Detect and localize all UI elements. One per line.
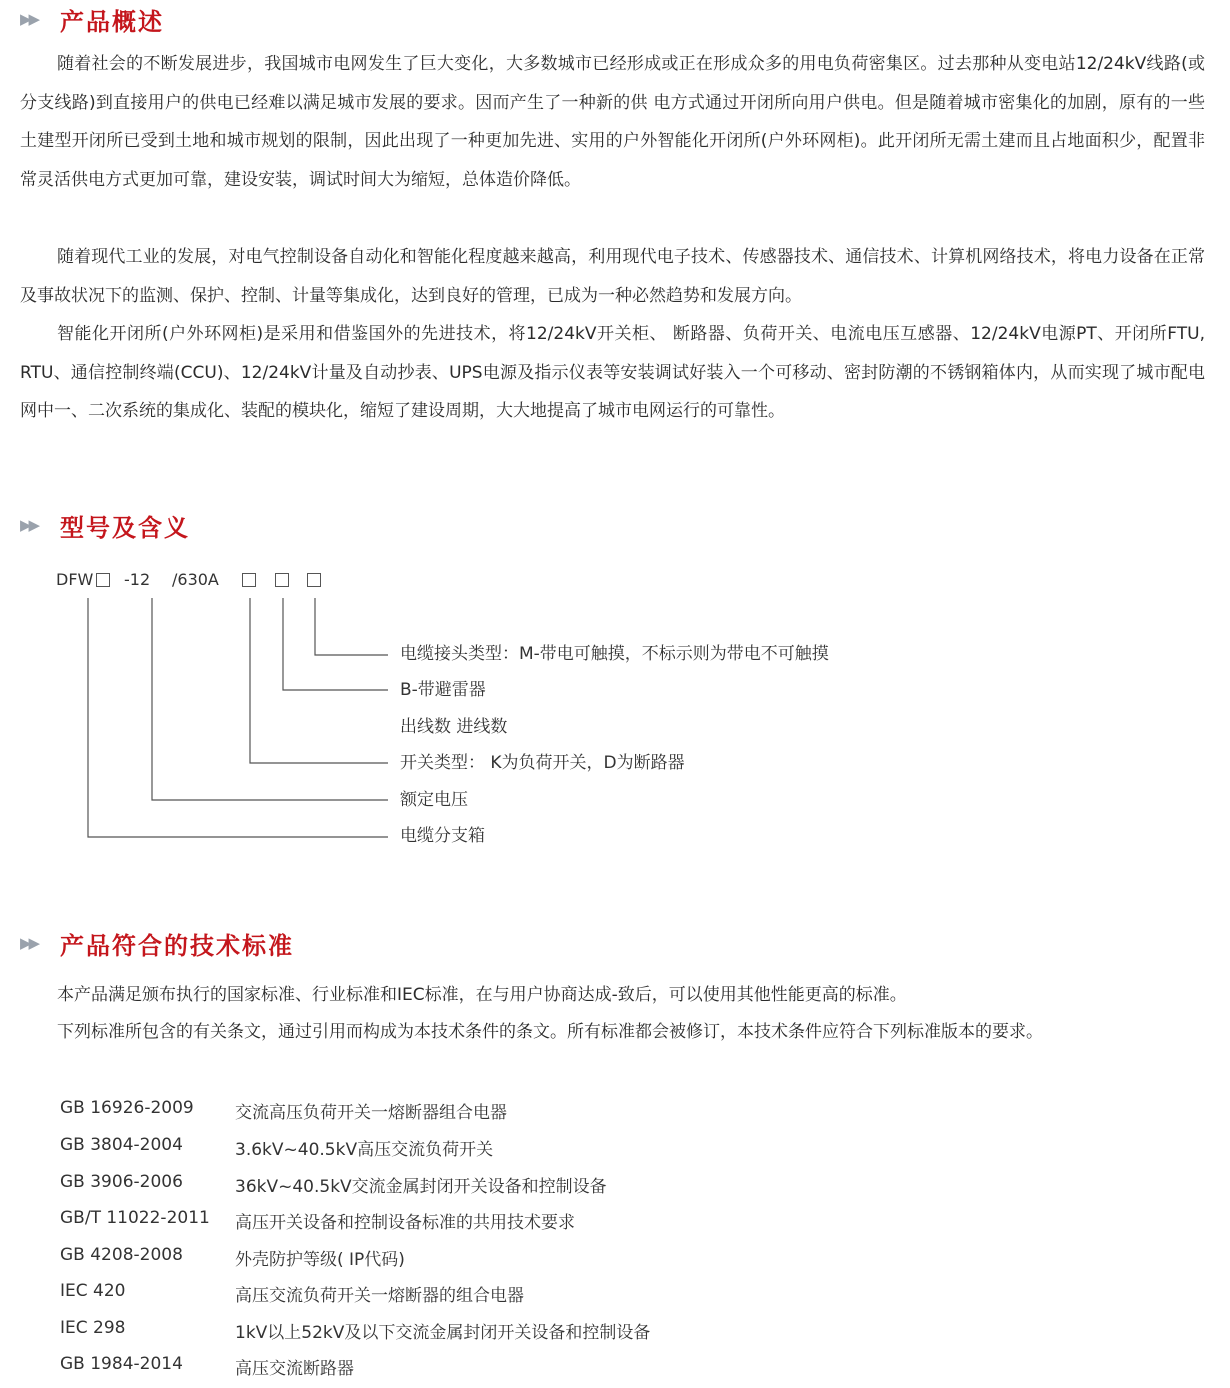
legend-line-count: 出线数 进线数: [400, 717, 508, 737]
model-code-current: /630A: [172, 570, 219, 589]
section-title: 型号及含义: [60, 513, 190, 542]
connector-line-switch-type: [250, 598, 388, 763]
legend-cable-branch: 电缆分支箱: [400, 826, 485, 846]
standard-code: IEC 298: [60, 1318, 126, 1338]
double-arrow-icon: ▶▶: [20, 934, 38, 952]
section-title: 产品概述: [60, 7, 164, 36]
legend-rated-voltage: 额定电压: [400, 790, 468, 810]
standard-code: GB/T 11022-2011: [60, 1208, 210, 1228]
legend-switch-type: 开关类型： K为负荷开关，D为断路器: [400, 753, 685, 773]
standard-name: 3.6kV~40.5kV高压交流负荷开关: [235, 1140, 494, 1160]
legend-cable-connector: 电缆接头类型：M-带电可触摸，不标示则为带电不可触摸: [400, 644, 829, 664]
standard-name: 交流高压负荷开关一熔断器组合电器: [235, 1103, 507, 1123]
legend-arrester: B-带避雷器: [400, 680, 486, 700]
section-heading-standards: [20, 925, 294, 961]
standard-code: GB 16926-2009: [60, 1098, 194, 1118]
section-title: 产品符合的技术标准: [60, 931, 294, 960]
standard-code: GB 3804-2004: [60, 1135, 183, 1155]
double-arrow-icon: ▶▶: [20, 516, 38, 534]
model-code-prefix: DFW: [56, 570, 94, 589]
standard-code: IEC 420: [60, 1281, 126, 1301]
connector-line-arrester: [283, 598, 388, 690]
double-arrow-icon: ▶▶: [20, 10, 38, 28]
standard-name: 高压开关设备和控制设备标准的共用技术要求: [235, 1213, 575, 1233]
standards-paragraph-1: 本产品满足颁布执行的国家标准、行业标准和IEC标准，在与用户协商达成-致后，可以使用其他性能更高的标准。: [57, 985, 907, 1005]
standard-name: 1kV以上52kV及以下交流金属封闭开关设备和控制设备: [235, 1323, 651, 1343]
overview-paragraph-1: 随着社会的不断发展进步，我国城市电网发生了巨大变化，大多数城市已经形成或正在形成众多的用电负荷密集区。过去那种从变电站12/24kV线路(或分支线路)到直接用户的供电已经难以满足城市发展的要求。因而产生了一种新的供 电方式通过开闭所向用户供电。但是随着城市密集化的加剧，原有的一些土建型开闭所已受到土地和城市规划的限制，因此出现了一种更加先进、实用的户外智能化开闭所(户外环网柜)。此开闭所无需土建而且占地面积少，配置非常灵活供电方式更加可靠，建设安装，调试时间大为缩短，总体造价降低。: [20, 54, 1205, 190]
connector-line-cable-connector: [315, 598, 388, 655]
model-code-voltage: -12: [124, 570, 151, 589]
standards-paragraph-2: 下列标准所包含的有关条文，通过引用而构成为本技术条件的条文。所有标准都会被修订，本技术条件应符合下列标准版本的要求。: [57, 1022, 1043, 1042]
standard-code: GB 3906-2006: [60, 1172, 183, 1192]
standard-name: 高压交流负荷开关一熔断器的组合电器: [235, 1286, 524, 1306]
standard-code: GB 1984-2014: [60, 1354, 183, 1374]
standard-name: 高压交流断路器: [235, 1359, 354, 1379]
standard-name: 36kV~40.5kV交流金属封闭开关设备和控制设备: [235, 1177, 607, 1197]
connector-line-cable-branch: [88, 598, 388, 837]
standard-code: GB 4208-2008: [60, 1245, 183, 1265]
standard-name: 外壳防护等级( IP代码): [235, 1250, 405, 1270]
overview-paragraph-3: 智能化开闭所(户外环网柜)是采用和借鉴国外的先进技术，将12/24kV开关柜、 断路器、负荷开关、电流电压互感器、12/24kV电源PT、开闭所FTU, RTU、通信控制终端(CCU)、12/24kV计量及自动抄表、UPS电源及指示仪表等安装调试好装入一个可移动、密封防潮的不锈钢箱体内，从而实现了城市配电网中一、二次系统的集成化、装配的模块化，缩短了建设周期，大大地提高了城市电网运行的可靠性。: [20, 324, 1205, 421]
connector-line-rated-voltage: [152, 598, 388, 800]
overview-paragraph-2: 随着现代工业的发展，对电气控制设备自动化和智能化程度越来越高，利用现代电子技术、传感器技术、通信技术、计算机网络技术，将电力设备在正常及事故状况下的监测、保护、控制、计量等集成化，达到良好的管理，已成为一种必然趋势和发展方向。: [20, 247, 1205, 306]
